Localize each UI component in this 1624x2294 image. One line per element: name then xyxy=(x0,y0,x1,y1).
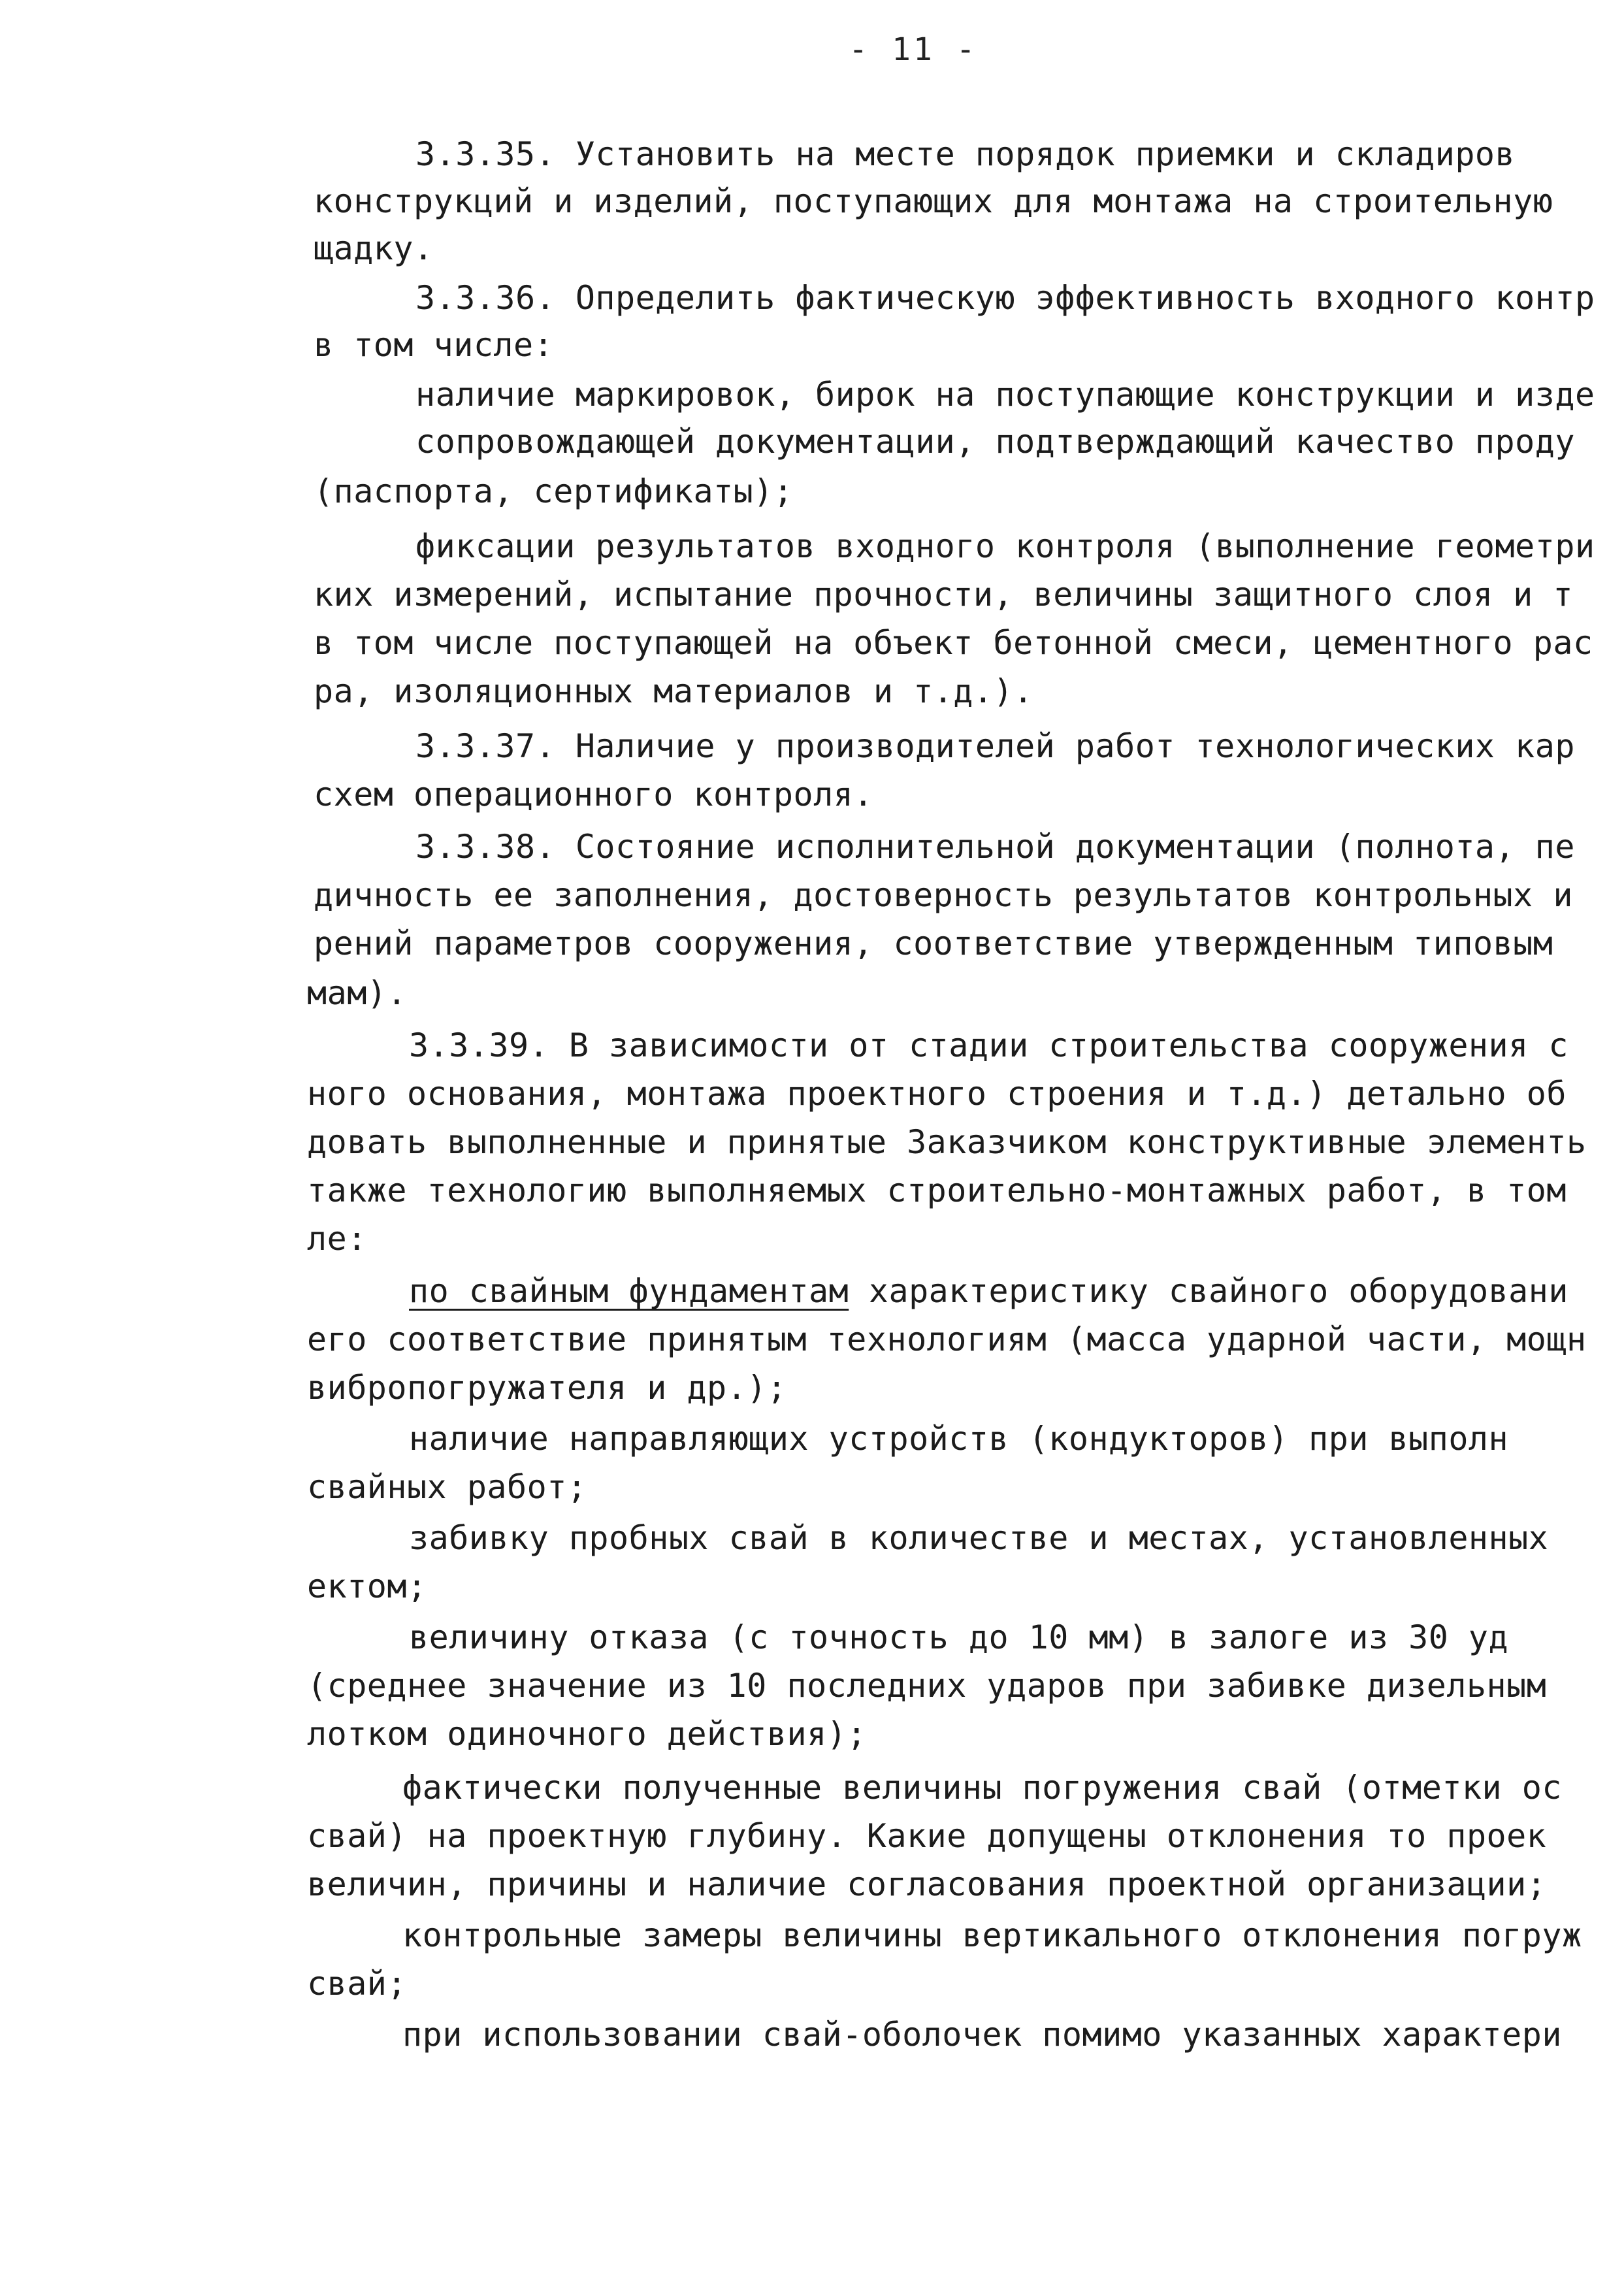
page-number: - 11 - xyxy=(849,31,978,68)
text-line: наличие маркировок, бирок на поступающие конструкции и изде xyxy=(415,376,1595,414)
text-line: щадку. xyxy=(314,229,434,267)
text-line: сопровождающей документации, подтверждающий качество проду xyxy=(415,423,1575,461)
text-line: наличие направляющих устройств (кондукторов) при выполн xyxy=(409,1420,1509,1458)
text-line: ле: xyxy=(307,1220,367,1258)
text-line: его соответствие принятым технологиям (масса ударной части, мощн xyxy=(307,1320,1587,1358)
text-line: (среднее значение из 10 последних ударов при забивке дизельным xyxy=(307,1667,1547,1705)
text-line: вибропогружателя и др.); xyxy=(307,1369,787,1407)
text-line: ектом; xyxy=(307,1567,427,1605)
text-line: рений параметров сооружения, соответствие утвержденным типовым xyxy=(314,925,1553,962)
text-line: ного основания, монтажа проектного строения и т.д.) детально об xyxy=(307,1075,1567,1113)
text-line: мам). xyxy=(307,974,408,1012)
text-line xyxy=(409,1268,1624,1315)
text-line: 3.3.36. Определить фактическую эффективность входного контр xyxy=(415,279,1595,317)
text-line: фактически полученные величины погружения свай (отметки ос xyxy=(402,1769,1562,1807)
text-line: дичность ее заполнения, достоверность результатов контрольных и xyxy=(314,876,1573,914)
text-line: свай) на проектную глубину. Какие допущены отклонения то проек xyxy=(307,1817,1547,1855)
text-line: 3.3.39. В зависимости от стадии строительства сооружения с xyxy=(409,1026,1568,1064)
text-line: в том числе: xyxy=(314,326,554,364)
text-line: довать выполненные и принятые Заказчиком конструктивные элементь xyxy=(307,1123,1587,1161)
text-line: (паспорта, сертификаты); xyxy=(314,472,794,510)
text-line: конструкций и изделий, поступающих для монтажа на строительную xyxy=(314,182,1553,220)
text-line: забивку пробных свай в количестве и местах, установленных xyxy=(409,1519,1549,1557)
text-line: фиксации результатов входного контроля (выполнение геометри xyxy=(415,527,1595,565)
text-line-rest: характеристику свайного оборудовани xyxy=(868,1272,1568,1310)
text-line: лотком одиночного действия); xyxy=(307,1715,867,1753)
text-line: при использовании свай-оболочек помимо указанных характери xyxy=(402,2016,1562,2054)
text-line: величину отказа (с точность до 10 мм) в залоге из 30 уд xyxy=(409,1618,1509,1656)
text-line: также технологию выполняемых строительно-монтажных работ, в том xyxy=(307,1172,1567,1209)
underlined-heading: по свайным фундаментам xyxy=(409,1272,849,1310)
text-line: ких измерений, испытание прочности, величины защитного слоя и т xyxy=(314,576,1573,614)
text-line: 3.3.38. Состояние исполнительной документации (полнота, пе xyxy=(415,828,1575,866)
text-line: 3.3.35. Установить на месте порядок приемки и складиров xyxy=(415,135,1516,173)
text-line: свайных работ; xyxy=(307,1468,587,1506)
text-line: в том числе поступающей на объект бетонной смеси, цементного рас xyxy=(314,624,1593,662)
text-line: величин, причины и наличие согласования проектной организации; xyxy=(307,1865,1547,1903)
text-line: свай; xyxy=(307,1965,408,2003)
text-line: 3.3.37. Наличие у производителей работ технологических кар xyxy=(415,727,1575,765)
text-line: контрольные замеры величины вертикального отклонения погруж xyxy=(402,1916,1582,1954)
text-line: ра, изоляционных материалов и т.д.). xyxy=(314,672,1033,710)
text-line: схем операционного контроля. xyxy=(314,776,873,813)
